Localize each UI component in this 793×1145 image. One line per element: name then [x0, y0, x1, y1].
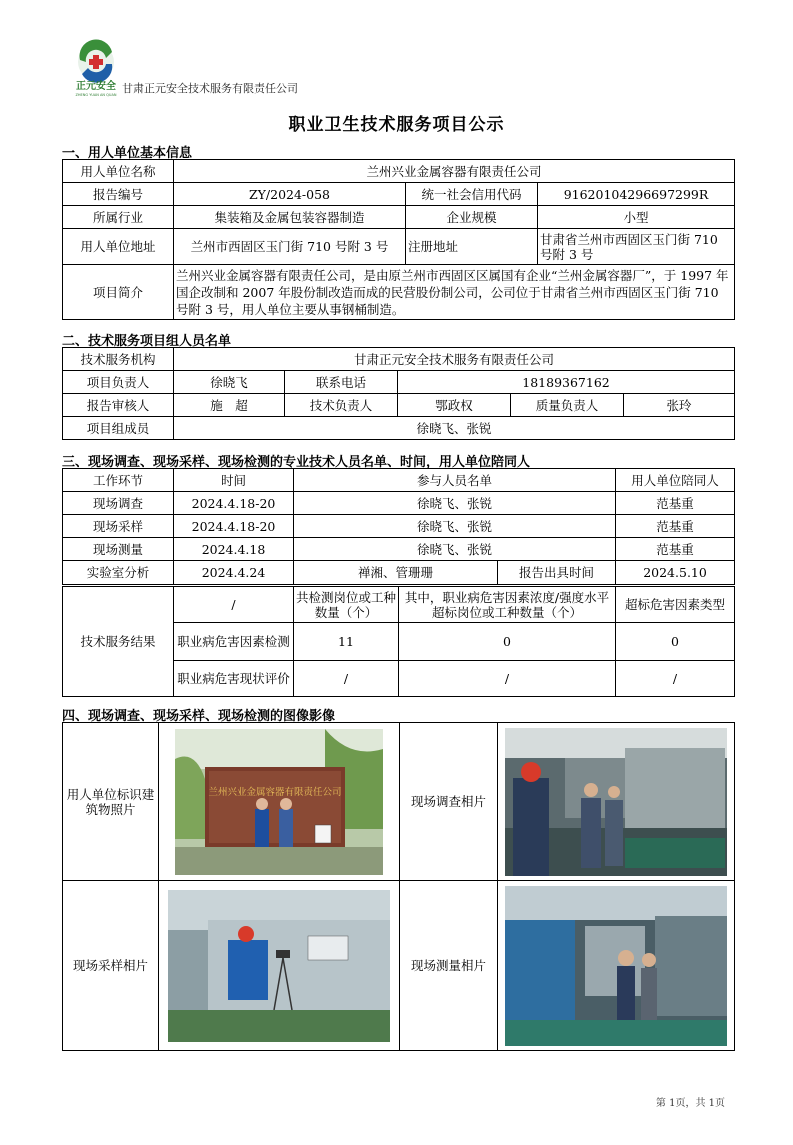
photo4-cell [498, 881, 735, 1051]
tech-label: 技术负责人 [285, 394, 398, 417]
result-row1-exceed: 0 [399, 623, 616, 661]
sign-text: 兰州兴业金属容器有限责任公司 [208, 786, 342, 798]
escort: 范基重 [616, 538, 735, 561]
section1-heading: 一、用人单位基本信息 [62, 146, 193, 161]
stage: 现场测量 [63, 538, 174, 561]
quality: 张玲 [624, 394, 735, 417]
tech: 鄂政权 [398, 394, 511, 417]
people: 徐晓飞、张锐 [294, 515, 616, 538]
reviewer-label: 报告审核人 [63, 394, 174, 417]
team-table [62, 347, 735, 440]
photo2-label: 现场调查相片 [400, 723, 498, 881]
time: 2024.4.18-20 [174, 515, 294, 538]
logo-subtext: ZHENG YUAN AN QUAN [75, 93, 117, 97]
members: 徐晓飞、张锐 [174, 417, 735, 440]
report-date: 2024.5.10 [616, 561, 735, 585]
agency-label: 技术服务机构 [63, 348, 174, 371]
escort: 范基重 [616, 492, 735, 515]
result-row2-count: / [294, 661, 399, 697]
escort: 范基重 [616, 515, 735, 538]
photo1-cell [159, 723, 400, 881]
result-row1-label: 职业病危害因素检测 [174, 623, 294, 661]
reviewer: 施 超 [174, 394, 285, 417]
phone: 18189367162 [398, 371, 735, 394]
result-row2-label: 职业病危害现状评价 [174, 661, 294, 697]
intro-label: 项目简介 [63, 265, 174, 320]
results-label: 技术服务结果 [63, 587, 174, 697]
phone-label: 联系电话 [285, 371, 398, 394]
reg-address: 甘肃省兰州市西固区玉门街 710 号附 3 号 [538, 229, 735, 265]
result-row2-type: / [616, 661, 735, 697]
employer-info-table [62, 159, 735, 320]
time: 2024.4.24 [174, 561, 294, 585]
report-no-label: 报告编号 [63, 183, 174, 206]
section2-heading: 二、技术服务项目组人员名单 [62, 334, 232, 349]
table-row [63, 561, 735, 585]
scale-label: 企业规模 [406, 206, 538, 229]
credit-code-label: 统一社会信用代码 [406, 183, 538, 206]
stage: 现场调查 [63, 492, 174, 515]
field-measurement-photo [505, 886, 727, 1046]
project-intro: 兰州兴业金属容器有限责任公司，是由原兰州市西固区区属国有企业“兰州金属容器厂”，于 1997 年国企改制和 2007 年股份制改造而成的民营股份制公司，公司位于甘肃省兰州市西固区玉门街 710 号附 3 号，用人单位主要从事钢桶制造。 [174, 265, 735, 320]
lab-people: 禅湘、管珊珊 [358, 565, 434, 580]
agency: 甘肃正元安全技术服务有限责任公司 [174, 348, 735, 371]
results-head-count: 共检测岗位或工种数量（个） [294, 587, 399, 623]
time: 2024.4.18-20 [174, 492, 294, 515]
header-escort: 用人单位陪同人 [616, 469, 735, 492]
header-time: 时间 [174, 469, 294, 492]
company-logo-icon [68, 38, 124, 98]
report-date-label: 报告出具时间 [497, 561, 615, 584]
photo2-cell [498, 723, 735, 881]
report-no: ZY/2024-058 [174, 183, 406, 206]
section4-heading: 四、现场调查、现场采样、现场检测的图像影像 [62, 709, 336, 724]
result-row1-type: 0 [616, 623, 735, 661]
photos-table [62, 722, 735, 1051]
photo3-label: 现场采样相片 [63, 881, 159, 1051]
page-title: 职业卫生技术服务项目公示 [288, 115, 505, 135]
page-footer: 第 1页，共 1页 [655, 1098, 725, 1109]
header-company-name: 甘肃正元安全技术服务有限责任公司 [122, 82, 298, 95]
quality-label: 质量负责人 [511, 394, 624, 417]
leader: 徐晓飞 [174, 371, 285, 394]
results-table [62, 586, 735, 697]
time: 2024.4.18 [174, 538, 294, 561]
header-stage: 工作环节 [63, 469, 174, 492]
employer-name-label: 用人单位名称 [63, 160, 174, 183]
reg-address-label: 注册地址 [406, 229, 538, 265]
field-sampling-photo [168, 890, 390, 1042]
fieldwork-table [62, 468, 735, 585]
leader-label: 项目负责人 [63, 371, 174, 394]
industry: 集装箱及金属包装容器制造 [174, 206, 406, 229]
table-row [63, 515, 735, 538]
section3-heading: 三、现场调查、现场采样、现场检测的专业技术人员名单、时间，用人单位陪同人 [62, 455, 531, 470]
address-label: 用人单位地址 [63, 229, 174, 265]
people: 徐晓飞、张锐 [294, 492, 616, 515]
table-row [63, 538, 735, 561]
results-head-slash: / [174, 587, 294, 623]
photo1-label: 用人单位标识建筑物照片 [63, 723, 159, 881]
table-row [63, 492, 735, 515]
stage: 现场采样 [63, 515, 174, 538]
scale: 小型 [538, 206, 735, 229]
result-row1-count: 11 [294, 623, 399, 661]
photo4-label: 现场测量相片 [400, 881, 498, 1051]
header-people: 参与人员名单 [294, 469, 616, 492]
address: 兰州市西固区玉门街 710 号附 3 号 [174, 229, 406, 265]
results-head-type: 超标危害因素类型 [616, 587, 735, 623]
results-head-exceed: 其中，职业病危害因素浓度/强度水平超标岗位或工种数量（个） [399, 587, 616, 623]
photo3-cell [159, 881, 400, 1051]
industry-label: 所属行业 [63, 206, 174, 229]
credit-code: 91620104296697299R [538, 183, 735, 206]
stage: 实验室分析 [63, 561, 174, 585]
people: 徐晓飞、张锐 [294, 538, 616, 561]
result-row2-exceed: / [399, 661, 616, 697]
employer-name: 兰州兴业金属容器有限责任公司 [174, 160, 735, 183]
field-survey-photo [505, 728, 727, 876]
building-sign-photo [175, 729, 383, 875]
logo-text: 正元安全 [76, 81, 116, 92]
members-label: 项目组成员 [63, 417, 174, 440]
